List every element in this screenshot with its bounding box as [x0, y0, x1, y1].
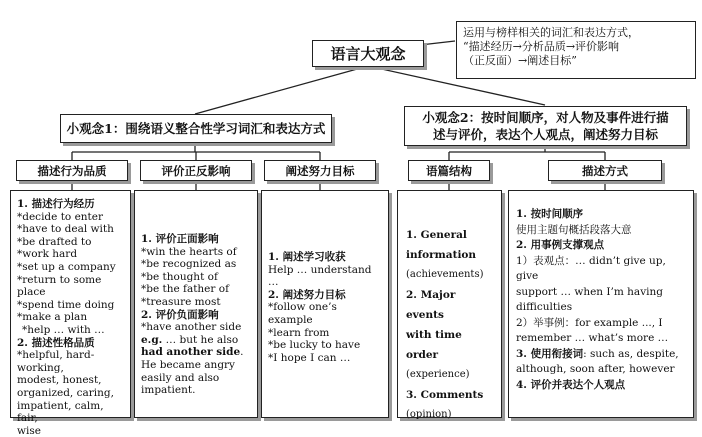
- list-item: *decide to enter: [17, 210, 104, 223]
- box2-heading-1: 1. 评价正面影响: [141, 233, 219, 245]
- branch-description-method-label: 描述方式: [582, 163, 628, 178]
- branch-behavior-quality-label: 描述行为品质: [37, 163, 107, 178]
- list-item: wise: [17, 424, 41, 437]
- structure-item-1-sub: (achievements): [406, 269, 484, 280]
- box5-line-2d: 2）举事例：for example ..., I: [516, 316, 663, 329]
- box5-line-2e: remember … what’s more …: [516, 332, 669, 344]
- list-item: *help … with …: [22, 323, 105, 336]
- list-item: *follow one’s example: [268, 301, 337, 326]
- example-rest: . He became angry easily and also impatient.: [141, 346, 244, 397]
- list-item: *learn from: [268, 326, 330, 339]
- root-to-concept1-line: [195, 66, 368, 114]
- list-item: *win the hearts of: [141, 245, 237, 258]
- structure-item-2: 2. Major events: [406, 289, 456, 321]
- list-item: *be thought of: [141, 270, 218, 283]
- box5-line-3b: although, soon after, however: [516, 363, 675, 375]
- note-line-2: “描述经历→分析品质→评价影响: [463, 40, 620, 53]
- root-node: [312, 40, 424, 67]
- box1-heading-2: 2. 描述性格品质: [17, 336, 95, 349]
- list-item: *spend time doing: [17, 298, 115, 311]
- box5-line-2c: difficulties: [516, 301, 573, 313]
- box2-heading-2: 2. 评价负面影响: [141, 308, 219, 321]
- list-item: *helpful, hard-working,: [17, 349, 95, 374]
- list-item: *be the father of: [141, 283, 229, 296]
- box5-line-2a: 1）表观点：… didn’t give up, give: [516, 254, 666, 282]
- content-box-impact: [134, 190, 258, 418]
- box5-heading-1: 1. 按时间顺序: [516, 208, 584, 220]
- content-box-structure: [397, 190, 502, 418]
- list-item: *have another side: [141, 321, 242, 334]
- box5-line-1: 使用主题句概括段落大意: [516, 223, 632, 236]
- concept2-line-1: 小观念2：按时间顺序，对人物及事件进行描: [422, 110, 669, 125]
- list-item: *return to some place: [17, 273, 102, 299]
- structure-item-3-sub: (opinion): [406, 409, 452, 420]
- list-item: *be recognized as: [141, 258, 237, 271]
- concept1-node: [60, 114, 332, 143]
- list-item: *I hope I can …: [268, 351, 351, 364]
- branch-evaluate-impact-label: 评价正反影响: [161, 163, 231, 178]
- box1-heading-1: 1. 描述行为经历: [17, 198, 95, 210]
- example-text: … but he also: [162, 333, 239, 346]
- branch-description-method: [548, 160, 662, 181]
- structure-item-3: 3. Comments: [406, 389, 484, 401]
- structure-item-2-sub: (experience): [406, 369, 470, 380]
- box5-line-3: [516, 347, 686, 363]
- list-item: Help … understand …: [268, 263, 372, 289]
- list-item: *have to deal with: [17, 223, 114, 236]
- branch-text-structure-label: 语篇结构: [426, 163, 472, 178]
- list-item: *set up a company: [17, 260, 116, 273]
- list-item: *be lucky to have: [268, 339, 361, 352]
- root-label: 语言大观念: [330, 45, 406, 63]
- list-item: impatient, calm, fair,: [17, 399, 104, 425]
- branch-behavior-quality: [16, 160, 128, 181]
- box5-line-2b: support … when I’m having: [516, 285, 663, 298]
- list-item: *make a plan: [17, 311, 88, 324]
- structure-item-1: 1. General: [406, 229, 467, 241]
- list-item: *work hard: [17, 248, 78, 261]
- box3-heading-1: 1. 阐述学习收获: [268, 251, 346, 263]
- content-box-goals: [261, 190, 389, 418]
- branch-evaluate-impact: [140, 160, 252, 181]
- concept2-node: [404, 106, 687, 146]
- note-line-3: （正反面）→阐述目标”: [463, 54, 577, 67]
- structure-item-1b: information: [406, 249, 477, 261]
- content-box-method: [508, 190, 694, 418]
- box5-heading-2: 2. 用事例支撑观点: [516, 239, 605, 251]
- list-item: modest, honest,: [17, 374, 102, 387]
- content-box-behavior: [10, 190, 131, 437]
- list-item: *treasure most: [141, 295, 221, 308]
- branch-goals-label: 阐述努力目标: [285, 163, 355, 178]
- branch-text-structure: [408, 160, 490, 181]
- list-item: *be drafted to: [17, 235, 92, 248]
- box5-heading-4: 4. 评价并表达个人观点: [516, 378, 626, 391]
- box5-heading-3: 3. 使用衔接词: [516, 347, 584, 360]
- structure-item-2b: with time order: [406, 329, 462, 361]
- example-sentence: [141, 334, 251, 397]
- example-bold: had another side: [141, 346, 241, 359]
- note-box: [456, 21, 696, 79]
- concept2-line-2: 述与评价，表达个人观点，阐述努力目标: [432, 127, 658, 142]
- box5-line-3-rest: : such as, despite,: [583, 347, 679, 360]
- example-label: e.g.: [141, 333, 163, 346]
- box3-heading-2: 2. 阐述努力目标: [268, 288, 346, 301]
- note-line-1: 运用与榜样相关的词汇和表达方式，: [463, 26, 639, 39]
- concept1-label: 小观念1：围绕语义整合性学习词汇和表达方式: [66, 121, 326, 136]
- branch-goals: [264, 160, 376, 181]
- list-item: organized, caring,: [17, 386, 114, 399]
